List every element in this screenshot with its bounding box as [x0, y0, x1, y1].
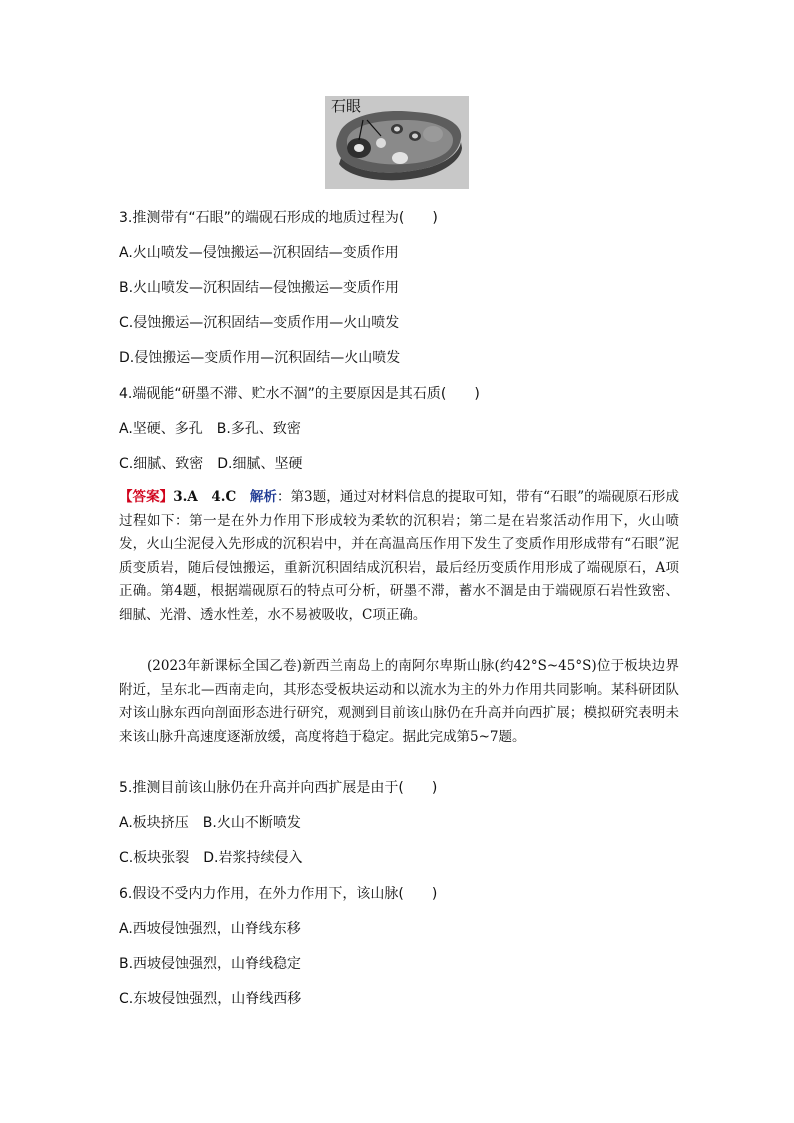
q4-options-row2: C.细腻、致密 D.细腻、坚硬: [119, 456, 303, 472]
q6-option-b: B.西坡侵蚀强烈，山脊线稳定: [119, 956, 302, 972]
q4-options-row1: A.坚硬、多孔 B.多孔、致密: [119, 421, 301, 437]
analysis-tag: 解析: [249, 489, 277, 505]
q3-stem: 3.推测带有“石眼”的端砚石形成的地质过程为( ): [119, 210, 438, 226]
q6-option-c: C.东坡侵蚀强烈，山脊线西移: [119, 991, 302, 1007]
q5-stem: 5.推测目前该山脉仍在升高并向西扩展是由于( ): [119, 780, 438, 796]
q5-options-row1: A.板块挤压 B.火山不断喷发: [119, 815, 301, 831]
answer-tag: 【答案】: [119, 489, 174, 505]
material-paragraph: (2023年新课标全国乙卷)新西兰南岛上的南阿尔卑斯山脉(约42°S~45°S)位于板块边界附近，呈东北—西南走向，其形态受板块运动和以流水为主的外力作用共同影响。某科研团队对该山脉东西向剖面形态进行研究，观测到目前该山脉仍在升高并向西扩展；模拟研究表明未来该山脉升高速度逐渐放缓，高度将趋于稳定。据此完成第5~7题。: [119, 658, 679, 745]
q3-option-c: C.侵蚀搬运—沉积固结—变质作用—火山喷发: [119, 315, 400, 331]
q6-stem: 6.假设不受内力作用，在外力作用下，该山脉( ): [119, 886, 438, 902]
q5-options-row2: C.板块张裂 D.岩浆持续侵入: [119, 850, 303, 866]
q3-option-b: B.火山喷发—沉积固结—侵蚀搬运—变质作用: [119, 280, 400, 296]
stone-eye-label: 石眼: [331, 97, 362, 115]
q3-option-a: A.火山喷发—侵蚀搬运—沉积固结—变质作用: [119, 245, 399, 261]
q6-option-a: A.西坡侵蚀强烈，山脊线东移: [119, 921, 301, 937]
answer-block: [119, 486, 679, 627]
answer-numbers: 3.A 4.C: [173, 489, 250, 505]
q4-stem: 4.端砚能“研墨不滞、贮水不涸”的主要原因是其石质( ): [119, 386, 480, 402]
q3-option-d: D.侵蚀搬运—变质作用—沉积固结—火山喷发: [119, 350, 401, 366]
analysis-text: ：第3题，通过对材料信息的提取可知，带有“石眼”的端砚原石形成过程如下：第一是在外力作用下形成较为柔软的沉积岩；第二是在岩浆活动作用下，火山喷发，火山尘泥侵入先形成的沉积岩中，并在高温高压作用下发生了变质作用形成带有“石眼”泥质变质岩，随后侵蚀搬运，重新沉积固结成沉积岩，最后经历变质作用形成了端砚原石，A项正确。第4题，根据端砚原石的特点可分析，研墨不滞，蓄水不涸是由于端砚原石岩性致密、细腻、光滑、透水性差，水不易被吸收，C项正确。: [119, 489, 679, 623]
inkstone-photo: [325, 96, 469, 189]
